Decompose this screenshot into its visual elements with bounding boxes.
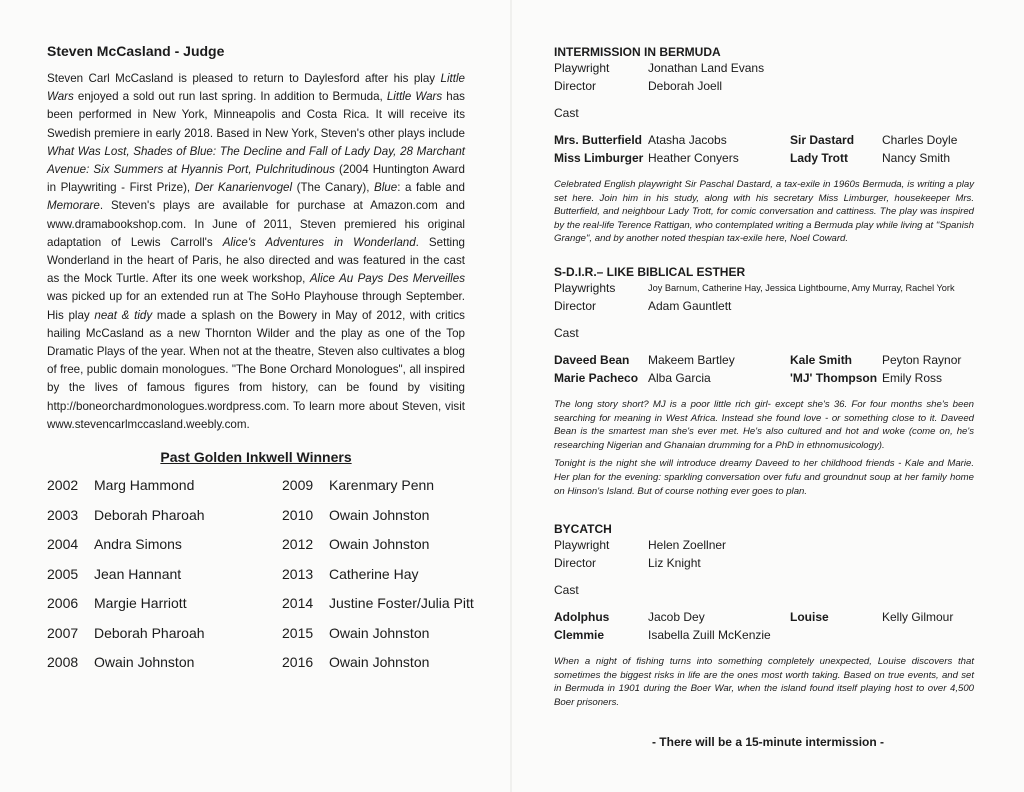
actor-name: Charles Doyle — [882, 133, 958, 147]
bio-text: (The Canary), — [292, 181, 374, 195]
credit-value: Adam Gauntlett — [648, 299, 732, 313]
winner-name: Owain Johnston — [329, 506, 430, 523]
actor-name: Isabella Zuill McKenzie — [648, 628, 771, 642]
bio-italic-title: Memorare — [47, 199, 100, 213]
credit-row — [554, 281, 974, 299]
play-description: Tonight is the night she will introduce dreamy Daveed to her childhood friends - Kale and Marie. Her plan for the evening: sparkling conversation over fufu and groundnut soup at her family home on Hinson's Island. But of course nothing ever goes to plan. — [554, 458, 974, 497]
credit-row — [554, 79, 974, 97]
bio-text: (2004 Huntington Award in Playwriting - First Prize), — [47, 163, 465, 195]
bio-italic-title: What Was Lost, Shades of Blue: The Decline and Fall of Lady Day, 28 Marchant Avenue: Six Summers at Hyannis Port, Pulchritudinous — [47, 144, 465, 177]
credit-label: Playwright — [554, 538, 610, 552]
winners-column-1 — [47, 477, 205, 684]
winner-name: Justine Foster/Julia Pitt — [329, 595, 474, 611]
play-sdir-like-biblical-esther — [554, 265, 974, 498]
judge-bio — [47, 70, 465, 434]
actor-name: Nancy Smith — [882, 151, 951, 165]
winner-row — [282, 566, 474, 596]
credit-label: Director — [554, 79, 597, 93]
character-name: Kale Smith — [790, 353, 853, 367]
winner-name: Owain Johnston — [329, 654, 430, 670]
play-description: When a night of fishing turns into something completely unexpected, Louise discovers that sometimes the biggest risks in life are the ones most worth taking. Based on true events, and set in Bermuda in 1901 during the Boer War, when the island found itself playing host to over 4,500 Boer prisoners. — [554, 656, 974, 708]
actor-name: Makeem Bartley — [648, 353, 735, 367]
winner-row — [47, 625, 205, 655]
winner-year: 2005 — [47, 565, 79, 582]
winner-row — [282, 477, 474, 507]
winner-row — [47, 654, 205, 684]
cast-row — [554, 628, 974, 646]
actor-name: Heather Conyers — [648, 151, 739, 165]
credit-row — [554, 538, 974, 556]
play-intermission-in-bermuda — [554, 45, 974, 246]
credit-value: Liz Knight — [648, 556, 701, 570]
winner-year: 2015 — [282, 624, 314, 641]
cast-label: Cast — [554, 583, 579, 597]
winner-name: Owain Johnston — [329, 624, 430, 641]
cast-row — [554, 151, 974, 169]
cast-row — [554, 133, 974, 151]
winner-year: 2003 — [47, 506, 79, 523]
winner-row — [47, 536, 205, 566]
character-name: Mrs. Butterfield — [554, 133, 643, 147]
winner-row — [47, 477, 205, 507]
winner-year: 2016 — [282, 654, 314, 670]
bio-italic-title: neat & tidy — [94, 308, 153, 322]
actor-name: Alba Garcia — [648, 371, 711, 385]
actor-name: Kelly Gilmour — [882, 610, 954, 624]
winner-year: 2002 — [47, 477, 79, 493]
bio-text: . Setting Wonderland in the heart of Paris, he also directed and was featured in the cast as the Mock Turtle. After its one week workshop, — [47, 235, 466, 286]
winner-name: Catherine Hay — [329, 565, 419, 582]
character-name: Clemmie — [554, 628, 605, 642]
actor-name: Atasha Jacobs — [648, 133, 727, 147]
cast-row — [554, 371, 974, 389]
winner-name: Margie Harriott — [94, 595, 187, 611]
winner-name: Owain Johnston — [94, 654, 195, 670]
actor-name: Peyton Raynor — [882, 353, 962, 367]
credit-value: Helen Zoellner — [648, 538, 727, 552]
character-name: Daveed Bean — [554, 353, 630, 367]
credit-row — [554, 61, 974, 79]
bio-italic-title: Alice Au Pays Des Merveilles — [309, 272, 465, 286]
intermission-note: - There will be a 15-minute intermission - — [651, 735, 885, 749]
character-name: 'MJ' Thompson — [790, 371, 878, 385]
bio-text: : a fable and — [397, 181, 466, 195]
bio-text: made a splash on the Bowery in May of 2012, with critics hailing McCasland as a new Thornton Wilder and the play as one of the Top Dramatic Plays of the year. When not at the theatre, Steven also cultivates a blog of free, public domain monologues. "The Bone Orchard Monologues", all inspired by the lives of famous figures from history, can be found by visiting http://boneorchardmonologues.wordpress.com. To learn more about Steven, visit www.stevencarlmccasland.weebly.com. — [47, 308, 465, 431]
right-page — [512, 0, 1024, 792]
bio-italic-title: Der Kanarienvogel — [194, 181, 293, 195]
winner-year: 2007 — [47, 624, 79, 641]
winners-title: Past Golden Inkwell Winners — [160, 449, 352, 465]
character-name: Sir Dastard — [790, 133, 855, 147]
credit-label: Director — [554, 556, 597, 570]
actor-name: Emily Ross — [882, 371, 943, 385]
character-name: Louise — [790, 610, 829, 624]
play-bycatch — [554, 522, 974, 709]
credit-label: Playwrights — [554, 281, 616, 295]
winner-year: 2004 — [47, 536, 79, 552]
bio-italic-title: Little Wars — [386, 90, 443, 104]
winner-year: 2012 — [282, 536, 314, 552]
bio-text: was picked up for an extended run at The SoHo Playhouse through September. His play — [47, 290, 465, 322]
winner-name: Owain Johnston — [329, 536, 430, 552]
play-description: The long story short? MJ is a poor little rich girl- except she's 36. For four months she's been searching for meaning in West Africa. Instead she found love - or something close to it. Daveed Bean is the smartest man she's ever met. He's also cultured and hot and woke (come on, he's researching Nigerian and Ghanaian drumming for a PhD in ethnomusicology). — [554, 399, 974, 451]
winner-year: 2009 — [282, 477, 314, 493]
winner-name: Jean Hannant — [94, 565, 182, 582]
winner-name: Karenmary Penn — [329, 477, 435, 493]
credit-value: Joy Barnum, Catherine Hay, Jessica Lightbourne, Amy Murray, Rachel York — [648, 283, 955, 293]
actor-name: Jacob Dey — [648, 610, 705, 624]
credit-value: Deborah Joell — [648, 79, 723, 93]
winner-row — [47, 566, 205, 596]
cast-label: Cast — [554, 106, 579, 120]
winner-row — [282, 625, 474, 655]
cast-label: Cast — [554, 326, 579, 340]
winner-row — [282, 507, 474, 537]
play-title: BYCATCH — [554, 522, 612, 536]
bio-text: . Steven's plays are available for purchase at Amazon.com and www.dramabookshop.com. In June of 2011, Steven premiered his original adaptation of Lewis Carroll's — [47, 199, 465, 249]
bio-italic-title: Alice's Adventures in Wonderland — [222, 235, 416, 249]
winner-year: 2013 — [282, 565, 314, 582]
winners-column-2 — [282, 477, 474, 684]
character-name: Marie Pacheco — [554, 371, 639, 385]
credit-row — [554, 299, 974, 317]
winner-row — [282, 595, 474, 625]
play-description: Celebrated English playwright Sir Paschal Dastard, a tax-exile in 1960s Bermuda, is writing a play set here. Join him in his study, along with his secretary Miss Limburger, housekeeper Mrs. Butterfield, and neighbour Lady Trott, for comic conversation and cattiness. The play was inspired by the real-life Terence Rattigan, who contemplated writing a Bermuda play while living at "Spanish Grange", and by another noted thespian tax-exile here, Noel Coward. — [554, 179, 974, 245]
character-name: Lady Trott — [790, 151, 849, 165]
winner-row — [282, 654, 474, 684]
character-name: Adolphus — [554, 610, 610, 624]
winner-row — [47, 595, 205, 625]
play-title: INTERMISSION IN BERMUDA — [554, 45, 721, 59]
character-name: Miss Limburger — [554, 151, 644, 165]
winner-year: 2006 — [47, 595, 79, 611]
cast-row — [554, 353, 974, 371]
winner-row — [282, 536, 474, 566]
winner-year: 2010 — [282, 506, 314, 523]
judge-title: Steven McCasland - Judge — [47, 43, 225, 59]
winner-year: 2014 — [282, 595, 314, 611]
credit-value: Jonathan Land Evans — [648, 61, 765, 75]
credit-row — [554, 556, 974, 574]
winner-name: Deborah Pharoah — [94, 624, 205, 641]
bio-italic-title: Little Wars — [47, 72, 465, 104]
winner-name: Andra Simons — [94, 536, 182, 552]
winner-row — [47, 507, 205, 537]
cast-row — [554, 610, 974, 628]
winner-name: Marg Hammond — [94, 477, 195, 493]
winner-name: Deborah Pharoah — [94, 506, 205, 523]
winner-year: 2008 — [47, 654, 79, 670]
play-title: S-D.I.R.– LIKE BIBLICAL ESTHER — [554, 265, 746, 279]
credit-label: Director — [554, 299, 597, 313]
bio-text: enjoyed a sold out run last spring. In addition to Bermuda, — [73, 90, 387, 104]
bio-text: Steven Carl McCasland is pleased to return to Daylesford after his play — [47, 72, 441, 85]
bio-italic-title: Blue — [374, 181, 398, 195]
credit-label: Playwright — [554, 61, 610, 75]
bio-text: has been performed in New York, Minneapolis and Costa Rica. It will receive its Swedish premiere in early 2018. Based in New York, Steven's other plays include — [47, 90, 465, 140]
